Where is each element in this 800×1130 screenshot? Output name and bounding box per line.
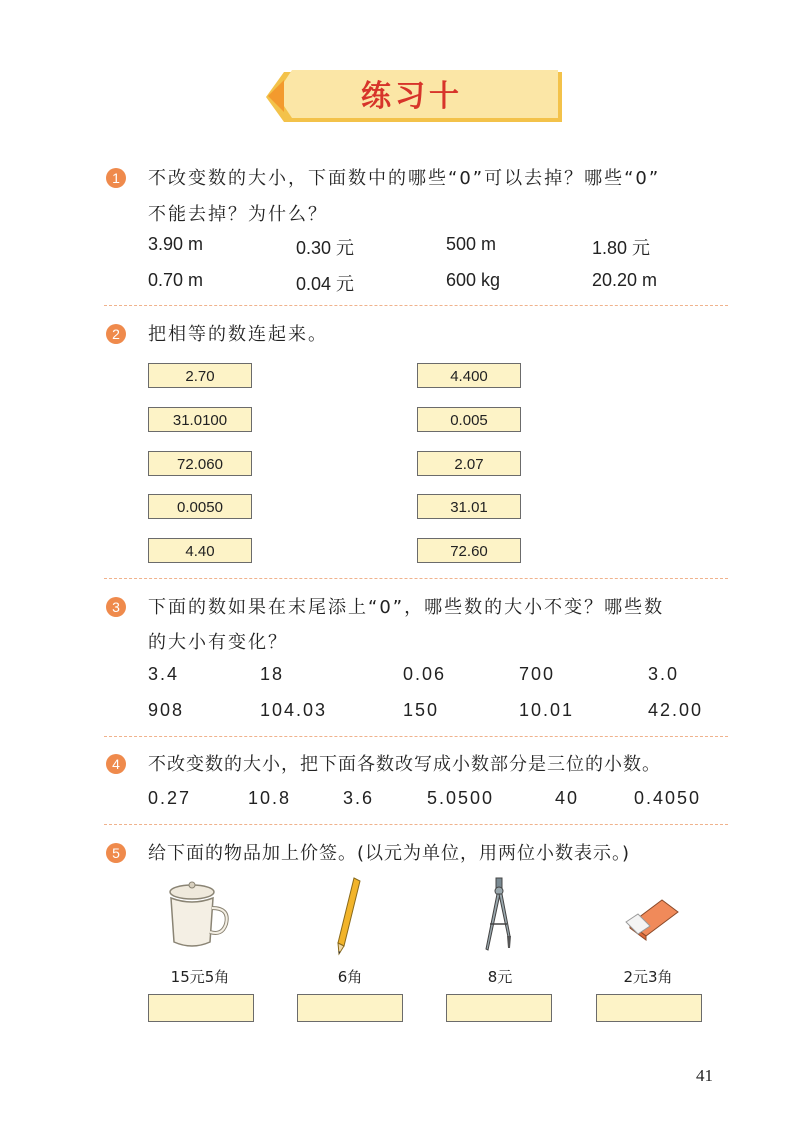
match-box-right[interactable]: 72.60: [417, 538, 521, 563]
section-divider: [104, 578, 728, 579]
section-divider: [104, 824, 728, 825]
q4-value: 5.0500: [427, 788, 495, 808]
match-box-right[interactable]: 0.005: [417, 407, 521, 432]
section-divider: [104, 736, 728, 737]
pencil-icon: [334, 876, 364, 956]
q3-value: 10.01: [519, 700, 575, 720]
q3-value: 0.06: [403, 664, 447, 684]
q4-value: 0.27: [148, 788, 192, 808]
title-banner: [262, 68, 562, 126]
q1-value: 0.04 元: [296, 274, 355, 294]
question-1-line-1: 不改变数的大小，下面数中的哪些“0”可以去掉？哪些“0”: [148, 168, 661, 189]
q3-value: 42.00: [648, 700, 704, 720]
item-price-label: 6角: [337, 968, 363, 986]
match-box-left[interactable]: 2.70: [148, 363, 252, 388]
section-divider: [104, 305, 728, 306]
compass-icon: [480, 876, 520, 958]
question-3-line-1: 下面的数如果在末尾添上“0”，哪些数的大小不变？哪些数: [148, 597, 665, 618]
q3-value: 104.03: [260, 700, 328, 720]
item-price-label: 8元: [487, 968, 513, 986]
cup-icon: [162, 880, 234, 952]
q3-value: 18: [260, 664, 285, 684]
match-box-left[interactable]: 0.0050: [148, 494, 252, 519]
price-tag-input[interactable]: [446, 994, 552, 1022]
question-4-text: 不改变数的大小，把下面各数改写成小数部分是三位的小数。: [148, 754, 661, 775]
q1-value: 500 m: [446, 234, 497, 254]
price-tag-input[interactable]: [297, 994, 403, 1022]
price-tag-input[interactable]: [148, 994, 254, 1022]
q1-value: 1.80 元: [592, 238, 651, 258]
question-number-4: 4: [106, 754, 126, 774]
page-number: 41: [696, 1066, 713, 1085]
question-2-text: 把相等的数连起来。: [148, 324, 328, 345]
q4-value: 40: [555, 788, 580, 808]
item-price-label: 15元5角: [170, 968, 230, 986]
match-box-right[interactable]: 31.01: [417, 494, 521, 519]
q1-value: 600 kg: [446, 270, 501, 290]
q4-value: 0.4050: [634, 788, 702, 808]
question-5-text: 给下面的物品加上价签。(以元为单位，用两位小数表示。): [148, 843, 631, 864]
question-number-1: 1: [106, 168, 126, 188]
match-box-left[interactable]: 72.060: [148, 451, 252, 476]
price-tag-input[interactable]: [596, 994, 702, 1022]
q1-value: 0.70 m: [148, 270, 204, 290]
question-number-2: 2: [106, 324, 126, 344]
q3-value: 3.4: [148, 664, 180, 684]
question-1-line-2: 不能去掉？为什么？: [148, 204, 328, 225]
q4-value: 10.8: [248, 788, 292, 808]
item-price-label: 2元3角: [623, 968, 673, 986]
question-3-line-2: 的大小有变化？: [148, 632, 288, 653]
match-box-right[interactable]: 2.07: [417, 451, 521, 476]
q1-value: 20.20 m: [592, 270, 658, 290]
match-box-left[interactable]: 31.0100: [148, 407, 252, 432]
q3-value: 700: [519, 664, 556, 684]
q1-value: 0.30 元: [296, 238, 355, 258]
match-box-right[interactable]: 4.400: [417, 363, 521, 388]
q3-value: 3.0: [648, 664, 680, 684]
q3-value: 908: [148, 700, 185, 720]
eraser-icon: [622, 894, 682, 942]
match-box-left[interactable]: 4.40: [148, 538, 252, 563]
page-title: 练习十: [361, 79, 463, 114]
q4-value: 3.6: [343, 788, 375, 808]
question-number-3: 3: [106, 597, 126, 617]
question-number-5: 5: [106, 843, 126, 863]
q3-value: 150: [403, 700, 440, 720]
q1-value: 3.90 m: [148, 234, 204, 254]
